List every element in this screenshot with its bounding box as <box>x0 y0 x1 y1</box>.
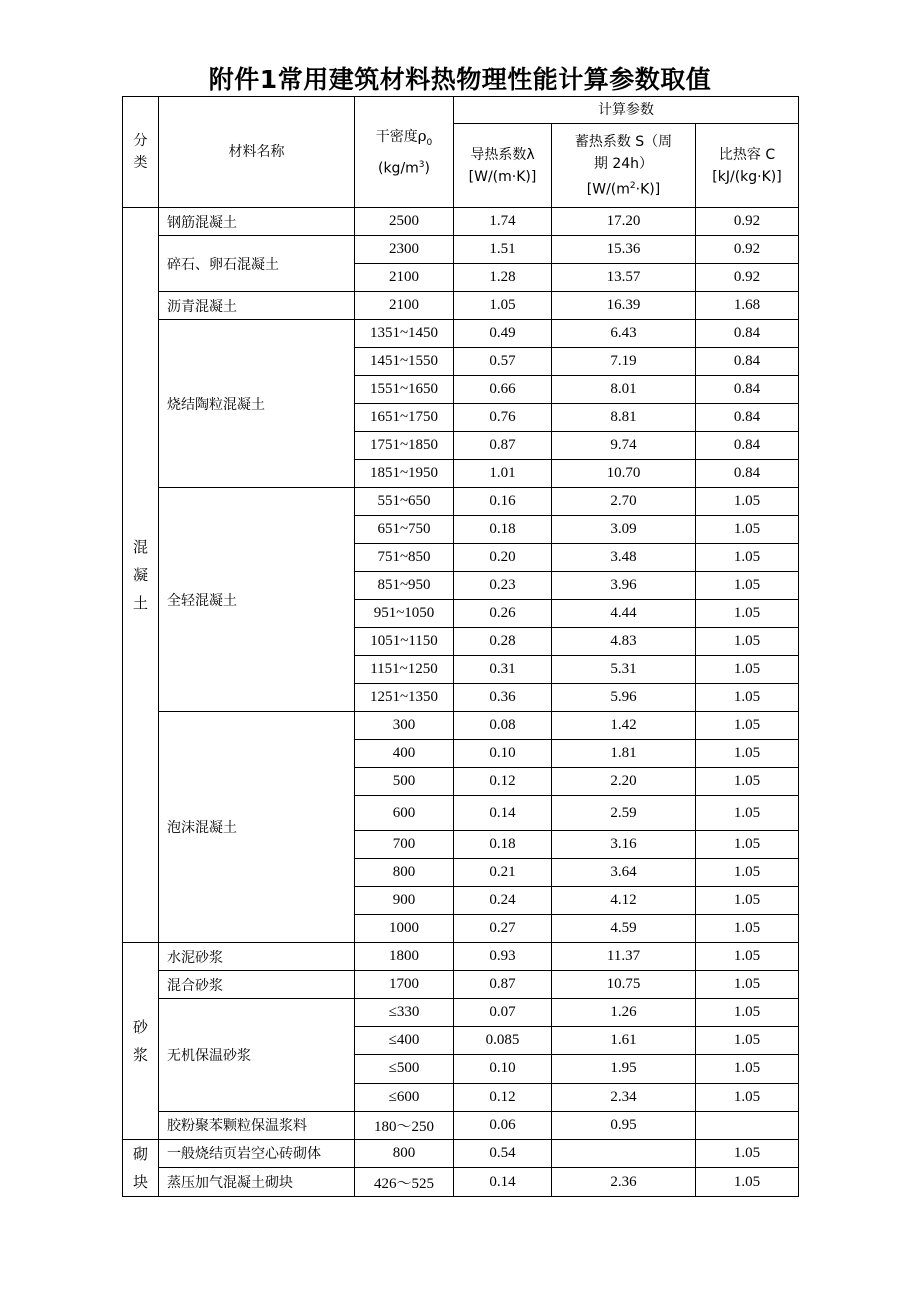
conductivity-cell: 0.24 <box>454 887 552 915</box>
conductivity-cell: 0.28 <box>454 628 552 656</box>
material-name-cell: 烧结陶粒混凝土 <box>159 320 355 488</box>
density-cell: 180～250 <box>355 1111 454 1139</box>
specific-heat-cell <box>696 1111 799 1139</box>
density-cell: 1000 <box>355 915 454 943</box>
density-cell: 2100 <box>355 292 454 320</box>
specific-heat-cell: 1.05 <box>696 1083 799 1111</box>
specific-heat-cell: 1.05 <box>696 999 799 1027</box>
specific-heat-cell: 0.84 <box>696 404 799 432</box>
thermal-properties-table <box>122 96 799 1197</box>
table-row <box>123 943 799 971</box>
specific-heat-cell: 1.68 <box>696 292 799 320</box>
heat-storage-cell: 2.70 <box>552 488 696 516</box>
density-cell: 1251~1350 <box>355 684 454 712</box>
conductivity-cell: 0.07 <box>454 999 552 1027</box>
specific-heat-cell: 1.05 <box>696 859 799 887</box>
density-cell: 651~750 <box>355 516 454 544</box>
table-body <box>123 208 799 1197</box>
heat-storage-cell: 10.75 <box>552 971 696 999</box>
material-name-cell: 全轻混凝土 <box>159 488 355 712</box>
heat-storage-cell <box>552 1139 696 1168</box>
density-cell: 1151~1250 <box>355 656 454 684</box>
conductivity-cell: 0.16 <box>454 488 552 516</box>
conductivity-cell: 0.14 <box>454 796 552 831</box>
table-row <box>123 292 799 320</box>
density-cell: 2100 <box>355 264 454 292</box>
specific-heat-cell: 0.92 <box>696 236 799 264</box>
table-row <box>123 236 799 264</box>
heat-storage-cell: 4.59 <box>552 915 696 943</box>
specific-heat-cell: 1.05 <box>696 572 799 600</box>
conductivity-cell: 0.27 <box>454 915 552 943</box>
specific-heat-cell: 0.84 <box>696 320 799 348</box>
density-cell: 300 <box>355 712 454 740</box>
category-char: 土 <box>132 594 148 613</box>
heat-storage-cell: 3.64 <box>552 859 696 887</box>
specific-heat-cell: 0.84 <box>696 432 799 460</box>
header-conductivity: 导热系数λ [W/(m·K)] <box>454 124 552 208</box>
specific-heat-cell: 1.05 <box>696 544 799 572</box>
conductivity-cell: 0.18 <box>454 516 552 544</box>
specific-heat-cell: 0.84 <box>696 376 799 404</box>
specific-heat-cell: 1.05 <box>696 740 799 768</box>
heat-storage-cell: 1.42 <box>552 712 696 740</box>
heat-storage-cell: 4.83 <box>552 628 696 656</box>
conductivity-cell: 0.87 <box>454 971 552 999</box>
material-name-cell: 无机保温砂浆 <box>159 999 355 1111</box>
density-cell: 1651~1750 <box>355 404 454 432</box>
conductivity-cell: 0.12 <box>454 768 552 796</box>
heat-storage-cell: 5.96 <box>552 684 696 712</box>
density-cell: 2500 <box>355 208 454 236</box>
table-row <box>123 208 799 236</box>
conductivity-cell: 0.08 <box>454 712 552 740</box>
density-cell: 951~1050 <box>355 600 454 628</box>
heat-storage-cell: 8.01 <box>552 376 696 404</box>
conductivity-cell: 0.87 <box>454 432 552 460</box>
conductivity-cell: 0.23 <box>454 572 552 600</box>
conductivity-cell: 0.06 <box>454 1111 552 1139</box>
material-name-cell: 钢筋混凝土 <box>159 208 355 236</box>
heat-storage-cell: 2.20 <box>552 768 696 796</box>
conductivity-cell: 0.31 <box>454 656 552 684</box>
conductivity-cell: 1.74 <box>454 208 552 236</box>
table-row <box>123 999 799 1027</box>
conductivity-cell: 0.21 <box>454 859 552 887</box>
header-material-name: 材料名称 <box>159 97 355 208</box>
heat-storage-cell: 6.43 <box>552 320 696 348</box>
density-cell: 500 <box>355 768 454 796</box>
table-row <box>123 1111 799 1139</box>
conductivity-cell: 0.10 <box>454 1055 552 1083</box>
specific-heat-cell: 1.05 <box>696 768 799 796</box>
material-name-cell: 蒸压加气混凝土砌块 <box>159 1168 355 1197</box>
density-cell: 1700 <box>355 971 454 999</box>
specific-heat-cell: 1.05 <box>696 712 799 740</box>
table-row <box>123 320 799 348</box>
density-cell: 600 <box>355 796 454 831</box>
header-category: 分 类 <box>123 97 159 208</box>
category-cell <box>123 1139 159 1196</box>
conductivity-cell: 0.49 <box>454 320 552 348</box>
page-title: 附件1常用建筑材料热物理性能计算参数取值 <box>208 65 712 94</box>
category-cell <box>123 208 159 943</box>
heat-storage-cell: 5.31 <box>552 656 696 684</box>
header-heat-storage: 蓄热系数 S（周 期 24h） $[W/(m^2\cdot K)]$ <box>552 124 696 208</box>
heat-storage-cell: 8.81 <box>552 404 696 432</box>
heat-storage-cell: 13.57 <box>552 264 696 292</box>
heat-storage-cell: 4.44 <box>552 600 696 628</box>
heat-storage-cell: 17.20 <box>552 208 696 236</box>
specific-heat-cell: 1.05 <box>696 943 799 971</box>
density-cell: ≤330 <box>355 999 454 1027</box>
category-char: 混 <box>132 538 148 557</box>
conductivity-cell: 0.10 <box>454 740 552 768</box>
specific-heat-cell: 1.05 <box>696 1139 799 1168</box>
header-density: 干密度$\rho_0$ $(kg/m^3)$ <box>355 97 454 208</box>
conductivity-cell: 0.20 <box>454 544 552 572</box>
category-cell <box>123 943 159 1139</box>
conductivity-cell: 1.05 <box>454 292 552 320</box>
conductivity-cell: 1.01 <box>454 460 552 488</box>
table-row <box>123 1139 799 1168</box>
specific-heat-cell: 0.84 <box>696 460 799 488</box>
material-name-cell: 泡沫混凝土 <box>159 712 355 943</box>
conductivity-cell: 1.51 <box>454 236 552 264</box>
material-name-cell: 混合砂浆 <box>159 971 355 999</box>
header-specific-heat: 比热容 C [kJ/(kg·K)] <box>696 124 799 208</box>
density-cell: 800 <box>355 859 454 887</box>
density-cell: 1351~1450 <box>355 320 454 348</box>
conductivity-cell: 0.66 <box>454 376 552 404</box>
heat-storage-cell: 1.26 <box>552 999 696 1027</box>
density-cell: 1451~1550 <box>355 348 454 376</box>
specific-heat-cell: 1.05 <box>696 796 799 831</box>
specific-heat-cell: 1.05 <box>696 915 799 943</box>
density-cell: 1800 <box>355 943 454 971</box>
heat-storage-cell: 3.16 <box>552 831 696 859</box>
density-cell: 1051~1150 <box>355 628 454 656</box>
conductivity-cell: 0.54 <box>454 1139 552 1168</box>
conductivity-cell: 0.93 <box>454 943 552 971</box>
category-char: 浆 <box>132 1045 148 1064</box>
density-cell: 1551~1650 <box>355 376 454 404</box>
heat-storage-cell: 2.59 <box>552 796 696 831</box>
category-char: 凝 <box>132 566 148 585</box>
category-char: 砌 <box>132 1144 148 1163</box>
table-row <box>123 712 799 740</box>
conductivity-cell: 0.76 <box>454 404 552 432</box>
conductivity-cell: 0.26 <box>454 600 552 628</box>
specific-heat-cell: 1.05 <box>696 887 799 915</box>
material-name-cell: 水泥砂浆 <box>159 943 355 971</box>
density-cell: ≤600 <box>355 1083 454 1111</box>
specific-heat-cell: 1.05 <box>696 1168 799 1197</box>
conductivity-cell: 0.12 <box>454 1083 552 1111</box>
specific-heat-cell: 1.05 <box>696 684 799 712</box>
conductivity-cell: 0.36 <box>454 684 552 712</box>
heat-storage-cell: 1.81 <box>552 740 696 768</box>
table-row <box>123 1168 799 1197</box>
specific-heat-cell: 1.05 <box>696 516 799 544</box>
category-char: 块 <box>132 1172 148 1191</box>
heat-storage-cell: 7.19 <box>552 348 696 376</box>
material-name-cell: 一般烧结页岩空心砖砌体 <box>159 1139 355 1168</box>
specific-heat-cell: 0.84 <box>696 348 799 376</box>
specific-heat-cell: 1.05 <box>696 1055 799 1083</box>
conductivity-cell: 1.28 <box>454 264 552 292</box>
conductivity-cell: 0.18 <box>454 831 552 859</box>
category-char: 砂 <box>132 1017 148 1036</box>
density-cell: ≤400 <box>355 1027 454 1055</box>
density-cell: 800 <box>355 1139 454 1168</box>
heat-storage-cell: 1.95 <box>552 1055 696 1083</box>
heat-storage-cell: 16.39 <box>552 292 696 320</box>
density-cell: 1851~1950 <box>355 460 454 488</box>
density-cell: ≤500 <box>355 1055 454 1083</box>
specific-heat-cell: 1.05 <box>696 488 799 516</box>
specific-heat-cell: 1.05 <box>696 600 799 628</box>
table-row <box>123 488 799 516</box>
density-cell: 551~650 <box>355 488 454 516</box>
specific-heat-cell: 1.05 <box>696 831 799 859</box>
heat-storage-cell: 3.48 <box>552 544 696 572</box>
specific-heat-cell: 0.92 <box>696 264 799 292</box>
heat-storage-cell: 15.36 <box>552 236 696 264</box>
heat-storage-cell: 1.61 <box>552 1027 696 1055</box>
specific-heat-cell: 0.92 <box>696 208 799 236</box>
heat-storage-cell: 3.09 <box>552 516 696 544</box>
heat-storage-cell: 9.74 <box>552 432 696 460</box>
table-row <box>123 971 799 999</box>
density-cell: 426～525 <box>355 1168 454 1197</box>
header-row-1 <box>123 97 799 124</box>
density-cell: 400 <box>355 740 454 768</box>
heat-storage-cell: 0.95 <box>552 1111 696 1139</box>
density-cell: 2300 <box>355 236 454 264</box>
material-name-cell: 胶粉聚苯颗粒保温浆料 <box>159 1111 355 1139</box>
density-cell: 1751~1850 <box>355 432 454 460</box>
density-cell: 900 <box>355 887 454 915</box>
specific-heat-cell: 1.05 <box>696 971 799 999</box>
conductivity-cell: 0.57 <box>454 348 552 376</box>
density-cell: 851~950 <box>355 572 454 600</box>
header-calc-params: 计算参数 <box>454 97 799 124</box>
density-cell: 700 <box>355 831 454 859</box>
specific-heat-cell: 1.05 <box>696 1027 799 1055</box>
specific-heat-cell: 1.05 <box>696 656 799 684</box>
heat-storage-cell: 2.34 <box>552 1083 696 1111</box>
heat-storage-cell: 2.36 <box>552 1168 696 1197</box>
heat-storage-cell: 3.96 <box>552 572 696 600</box>
heat-storage-cell: 10.70 <box>552 460 696 488</box>
heat-storage-cell: 4.12 <box>552 887 696 915</box>
density-cell: 751~850 <box>355 544 454 572</box>
conductivity-cell: 0.085 <box>454 1027 552 1055</box>
heat-storage-cell: 11.37 <box>552 943 696 971</box>
specific-heat-cell: 1.05 <box>696 628 799 656</box>
material-name-cell: 沥青混凝土 <box>159 292 355 320</box>
conductivity-cell: 0.14 <box>454 1168 552 1197</box>
material-name-cell: 碎石、卵石混凝土 <box>159 236 355 292</box>
